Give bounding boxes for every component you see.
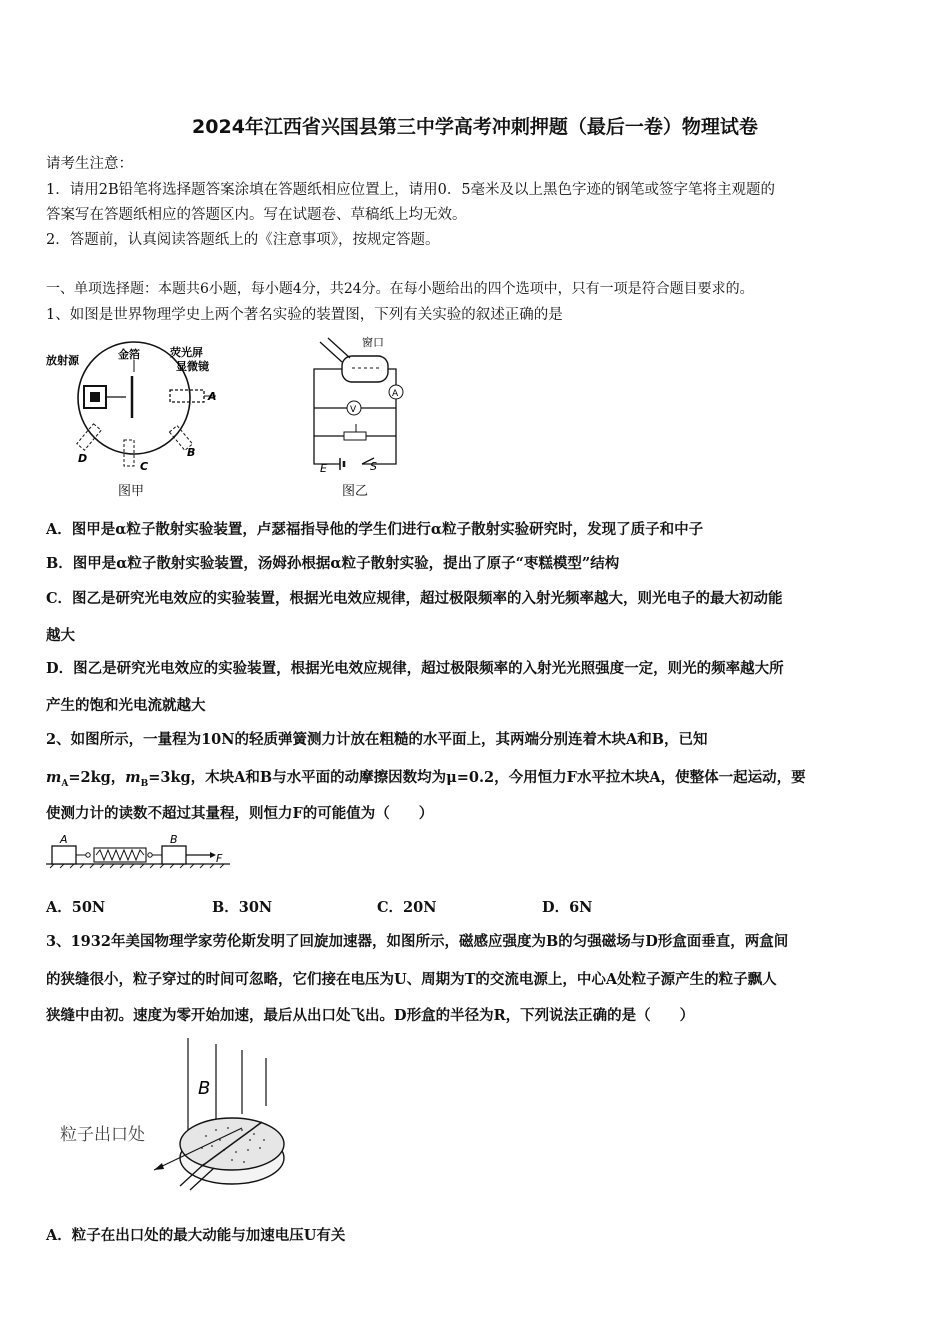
- q1-figure-b-caption: 图乙: [342, 484, 369, 499]
- notice-line-3: 2．答题前，认真阅读答题纸上的《注意事项》，按规定答题。: [46, 232, 440, 248]
- q1-option-a: A．图甲是α粒子散射实验装置，卢瑟福指导他的学生们进行α粒子散射实验研究时，发现了质子和中子: [46, 521, 704, 538]
- label-foil: 金箔: [118, 348, 140, 361]
- label-d: D: [78, 452, 88, 465]
- q2-figure: [44, 832, 234, 872]
- q1-option-d-line-1: D．图乙是研究光电效应的实验装置，根据光电效应规律，超过极限频率的入射光光照强度一定，则光的频率越大所: [46, 660, 784, 677]
- light-ray-2: [328, 338, 350, 358]
- label-block-b: B: [170, 833, 178, 846]
- circuit-left-wire: [314, 369, 342, 464]
- label-screen: 荧光屏: [170, 346, 203, 359]
- q3-figure: [56, 1036, 306, 1196]
- q1-stem: 1、如图是世界物理学史上两个著名实验的装置图，下列有关实验的叙述正确的是: [46, 307, 563, 323]
- label-s: S: [370, 460, 377, 473]
- q3-stem-line-3: 狭缝中由初。速度为零开始加速，最后从出口处飞出。D形盒的半径为R，下列说法正确的是（ ）: [46, 1007, 695, 1024]
- notice-heading: 请考生注意：: [46, 156, 133, 172]
- circuit-right-wire: [362, 369, 396, 464]
- q2-mass-a-value: =2kg，: [68, 769, 126, 786]
- q3-stem-line-2: 的狭缝很小，粒子穿过的时间可忽略，它们接在电压为U、周期为T的交流电源上，中心A处粒子源产生的粒子飘人: [46, 971, 777, 988]
- q2-mass-a-symbol: m: [46, 769, 62, 786]
- ammeter-label: A: [392, 389, 399, 399]
- voltmeter-label: V: [350, 405, 357, 415]
- q1-option-c-line-1: C．图乙是研究光电效应的实验装置，根据光电效应规律，超过极限频率的入射光频率越大，则光电子的最大初动能: [46, 590, 783, 607]
- label-source: 放射源: [46, 354, 79, 367]
- q2-mass-b-value: =3kg，木块A和B与水平面的动摩擦因数均为μ=0.2，今用恒力F水平拉木块A，使整体一起运动，要: [148, 769, 806, 786]
- light-ray-1: [320, 342, 342, 362]
- label-c: C: [140, 460, 149, 473]
- q2-option-c: C．20N: [377, 899, 437, 916]
- label-microscope: 显微镜: [176, 360, 209, 373]
- label-exit: 粒子出口处: [60, 1125, 145, 1145]
- spring-ring-right: [148, 853, 152, 857]
- q2-stem-line-1: 2、如图所示，一量程为10N的轻质弹簧测力计放在粗糙的水平面上，其两端分别连着木块A和B，已知: [46, 731, 708, 748]
- radiation-source-core: [90, 392, 100, 402]
- q1-option-b: B．图甲是α粒子散射实验装置，汤姆孙根据α粒子散射实验，提出了原子“枣糕模型”结构: [46, 555, 620, 572]
- q2-option-d: D．6N: [542, 899, 593, 916]
- label-a: A: [208, 390, 217, 403]
- label-e: E: [320, 462, 327, 474]
- q1-figure-a: [44, 340, 234, 475]
- section-1-heading: 一、单项选择题：本题共6小题，每小题4分，共24分。在每小题给出的四个选项中，只有一项是符合题目要求的。: [46, 281, 754, 297]
- q2-option-b: B．30N: [212, 899, 273, 916]
- block-a: [52, 846, 76, 864]
- q1-figure-b: [306, 332, 416, 474]
- q1-option-c-line-2: 越大: [46, 627, 75, 644]
- page-title: 2024年江西省兴国县第三中学高考冲刺押题（最后一卷）物理试卷: [192, 116, 758, 138]
- q2-mass-b-symbol: m: [125, 769, 141, 786]
- spring-ring-left: [86, 853, 90, 857]
- block-b: [162, 846, 186, 864]
- notice-line-1: 1．请用2B铅笔将选择题答案涂填在答题纸相应位置上，请用0．5毫米及以上黑色字迹的钢笔或签字笔将主观题的: [46, 182, 776, 198]
- q2-stem-line-2: [46, 766, 906, 789]
- phototube: [342, 356, 388, 382]
- q3-option-a: A．粒子在出口处的最大动能与加速电压U有关: [46, 1227, 346, 1244]
- q3-stem-line-1: 3、1932年美国物理学家劳伦斯发明了回旋加速器，如图所示，磁感应强度为B的匀强磁场与D形盒面垂直，两盒间: [46, 933, 789, 950]
- label-b: B: [187, 446, 196, 459]
- q2-mass-a-subscript: A: [61, 778, 69, 789]
- q2-option-a: A．50N: [46, 899, 106, 916]
- label-block-a: A: [60, 833, 68, 846]
- q2-stem-line-3: 使测力计的读数不超过其量程，则恒力F的可能值为（ ）: [46, 805, 434, 822]
- q1-figure-a-caption: 图甲: [118, 484, 145, 499]
- microscope-d: [77, 424, 101, 450]
- label-field-b: B: [198, 1078, 211, 1099]
- q2-mass-b-subscript: B: [140, 778, 149, 789]
- exit-arrow-head: [154, 1163, 164, 1170]
- q1-option-d-line-2: 产生的饱和光电流就越大: [46, 697, 206, 714]
- notice-line-2: 答案写在答题纸相应的答题区内。写在试题卷、草稿纸上均无效。: [46, 207, 467, 223]
- microscope-a: [170, 390, 204, 402]
- label-window: 窗口: [362, 336, 384, 349]
- rheostat: [344, 432, 366, 440]
- label-force: F: [216, 852, 223, 865]
